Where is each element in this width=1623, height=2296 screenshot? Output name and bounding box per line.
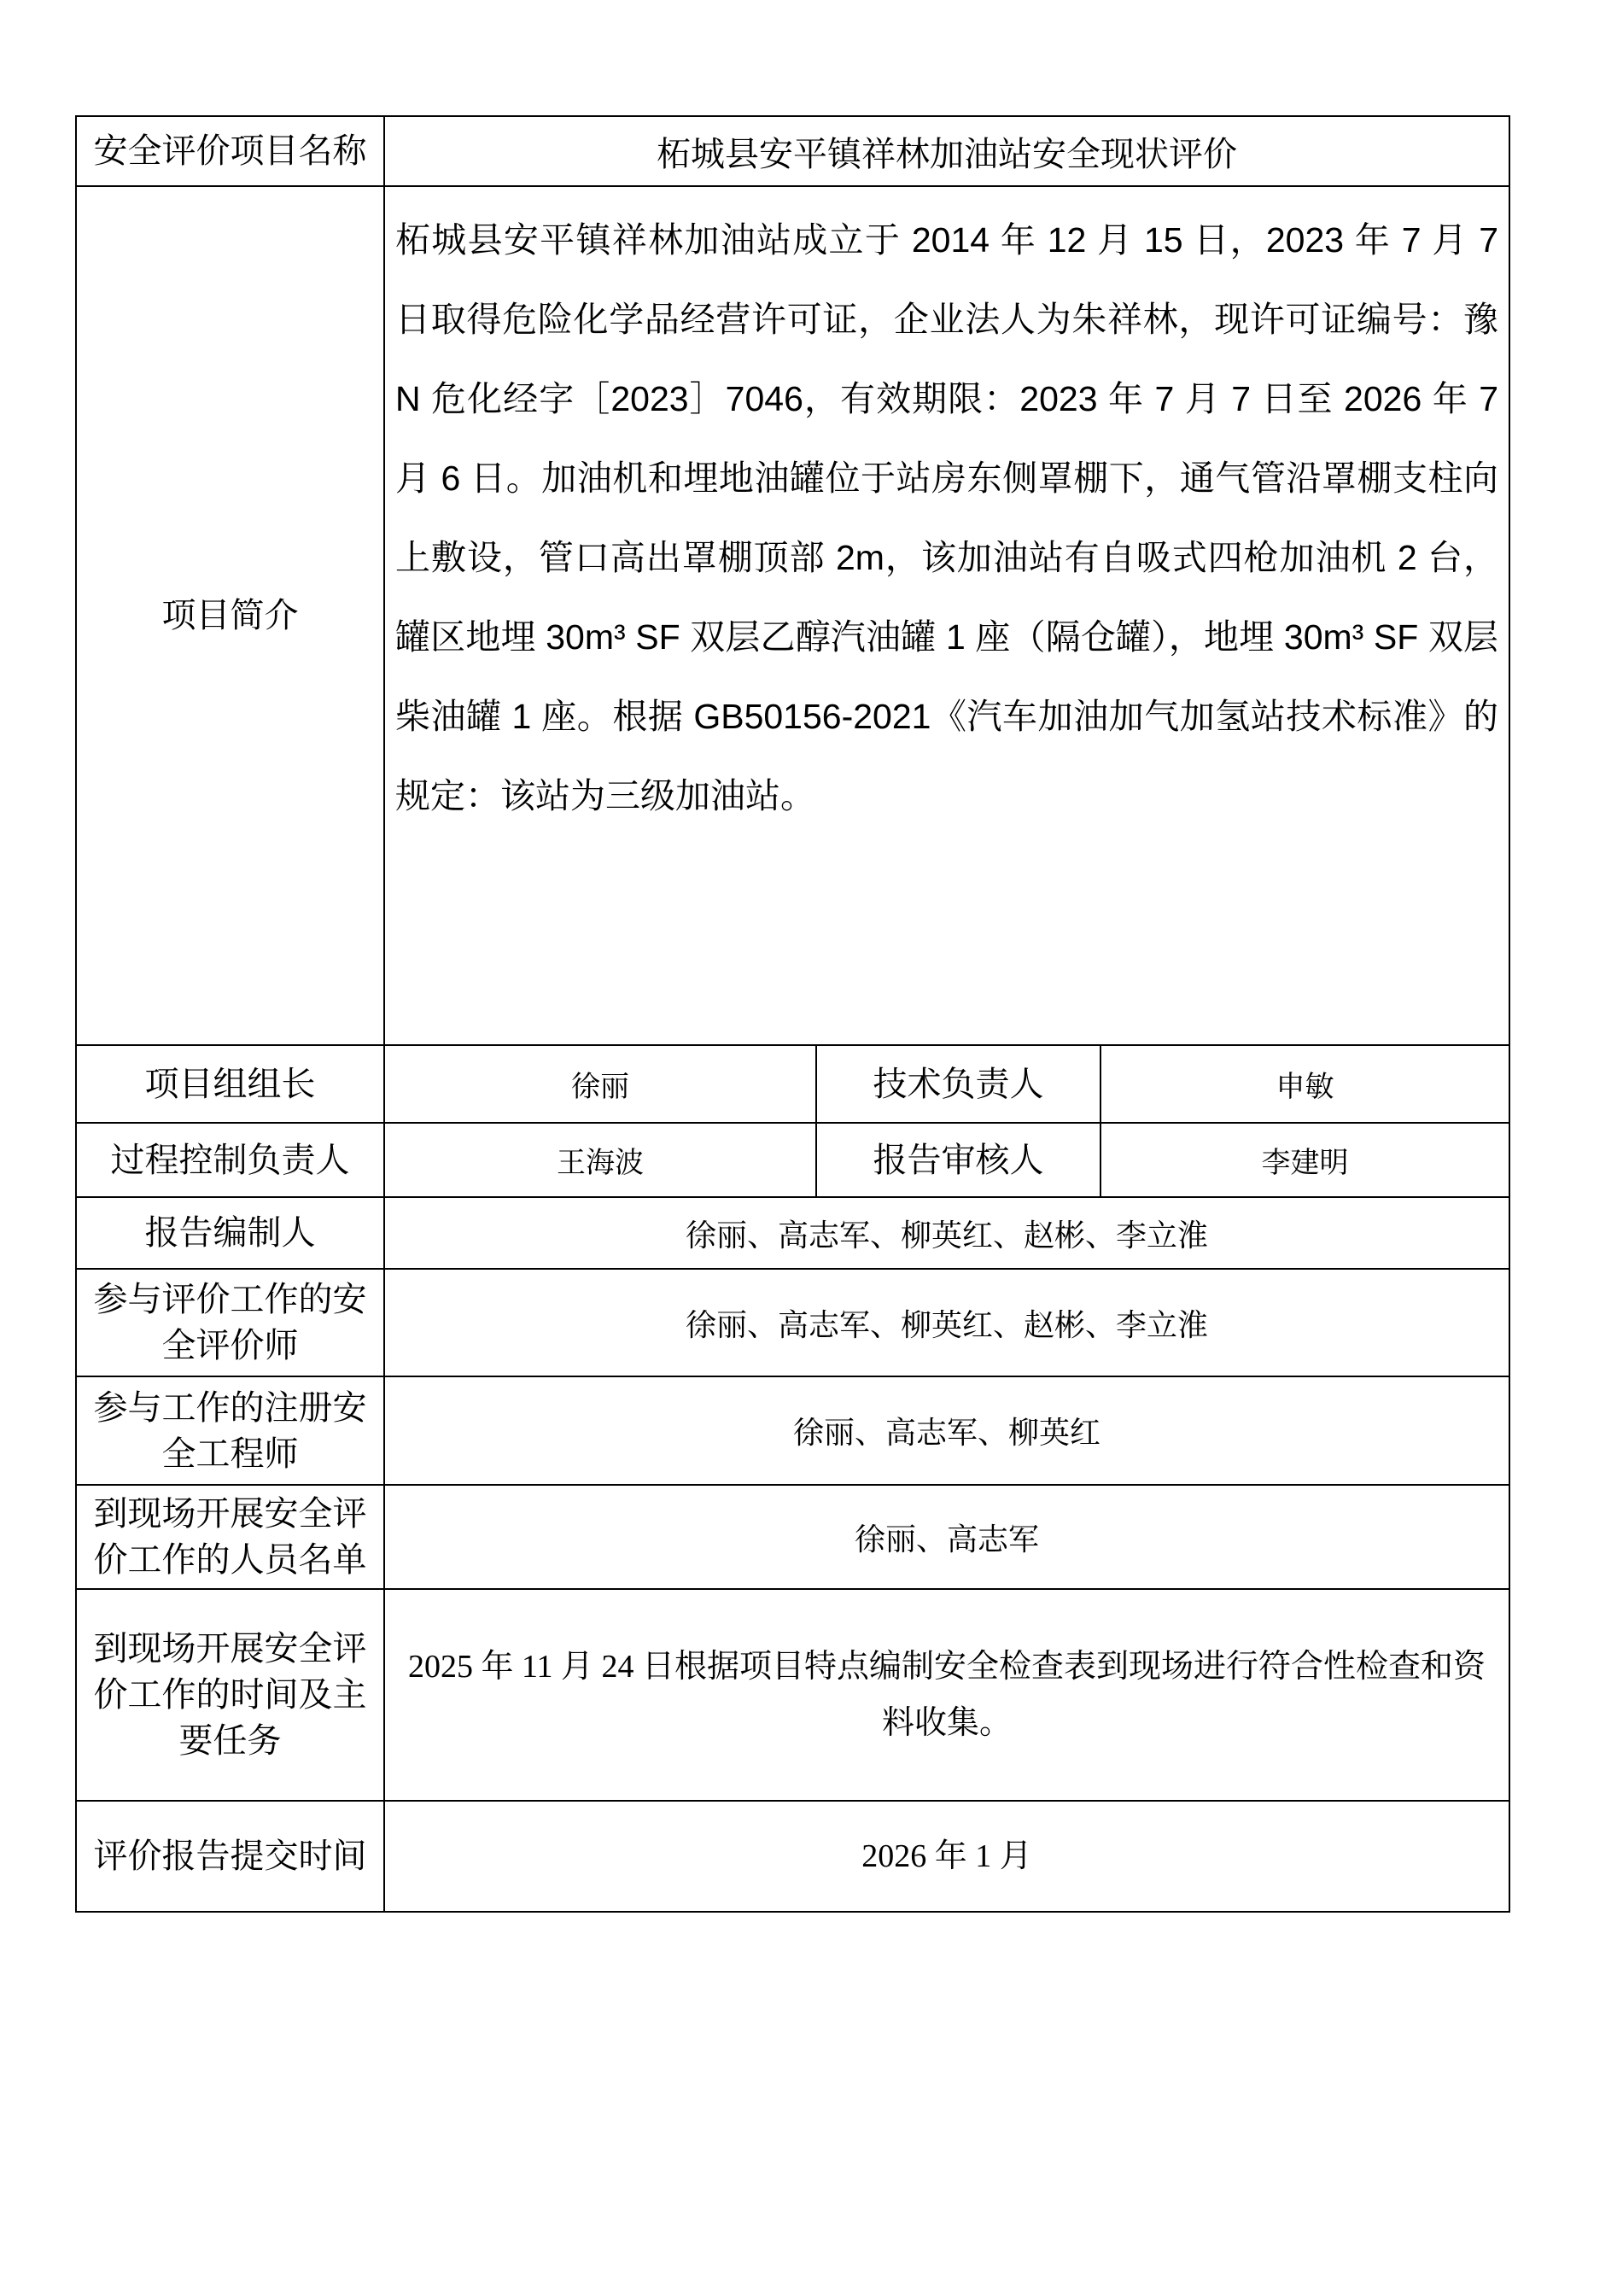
- site-personnel-value: 徐丽、高志军: [384, 1485, 1509, 1589]
- safety-evaluation-info-table: [75, 115, 1510, 1913]
- project-intro-label: 项目简介: [76, 186, 384, 1045]
- tech-lead-label: 技术负责人: [816, 1045, 1100, 1123]
- report-submit-time-value: 2026 年 1 月: [384, 1801, 1509, 1912]
- site-time-tasks-value: 2025 年 11 月 24 日根据项目特点编制安全检查表到现场进行符合性检查和资料收集。: [384, 1589, 1509, 1801]
- project-name-value: 柘城县安平镇祥林加油站安全现状评价: [384, 116, 1509, 186]
- table-row: [76, 186, 1509, 1045]
- site-time-tasks-label: 到现场开展安全评价工作的时间及主要任务: [76, 1589, 384, 1801]
- process-control-value: 王海波: [384, 1123, 816, 1197]
- registered-engineers-label: 参与工作的注册安全工程师: [76, 1376, 384, 1485]
- table-row: [76, 1589, 1509, 1801]
- table-row: [76, 1045, 1509, 1123]
- table-row: [76, 1197, 1509, 1269]
- table-row: [76, 1376, 1509, 1485]
- report-submit-time-label: 评价报告提交时间: [76, 1801, 384, 1912]
- report-reviewer-value: 李建明: [1100, 1123, 1509, 1197]
- report-authors-value: 徐丽、高志军、柳英红、赵彬、李立淮: [384, 1197, 1509, 1269]
- table-row: [76, 1269, 1509, 1376]
- project-intro-value: 柘城县安平镇祥林加油站成立于 2014 年 12 月 15 日，2023 年 7 月 7 日取得危险化学品经营许可证，企业法人为朱祥林，现许可证编号：豫 N 危化经字［2023］7046，有效期限：2023 年 7 月 7 日至 2026 年 7 月 6 日。加油机和埋地油罐位于站房东侧罩棚下，通气管沿罩棚支柱向上敷设，管口高出罩棚顶部 2m，该加油站有自吸式四枪加油机 2 台，罐区地埋 30m³ SF 双层乙醇汽油罐 1 座（隔仓罐），地埋 30m³ SF 双层柴油罐 1 座。根据 GB50156-2021《汽车加油加气加氢站技术标准》的规定：该站为三级加油站。: [384, 186, 1509, 1045]
- tech-lead-value: 申敏: [1100, 1045, 1509, 1123]
- safety-evaluators-value: 徐丽、高志军、柳英红、赵彬、李立淮: [384, 1269, 1509, 1376]
- team-leader-value: 徐丽: [384, 1045, 816, 1123]
- table-row: [76, 1485, 1509, 1589]
- site-personnel-label: 到现场开展安全评价工作的人员名单: [76, 1485, 384, 1589]
- process-control-label: 过程控制负责人: [76, 1123, 384, 1197]
- report-reviewer-label: 报告审核人: [816, 1123, 1100, 1197]
- team-leader-label: 项目组组长: [76, 1045, 384, 1123]
- report-authors-label: 报告编制人: [76, 1197, 384, 1269]
- table-row: [76, 1801, 1509, 1912]
- registered-engineers-value: 徐丽、高志军、柳英红: [384, 1376, 1509, 1485]
- table-row: [76, 1123, 1509, 1197]
- table-row: [76, 116, 1509, 186]
- project-name-label: 安全评价项目名称: [76, 116, 384, 186]
- safety-evaluators-label: 参与评价工作的安全评价师: [76, 1269, 384, 1376]
